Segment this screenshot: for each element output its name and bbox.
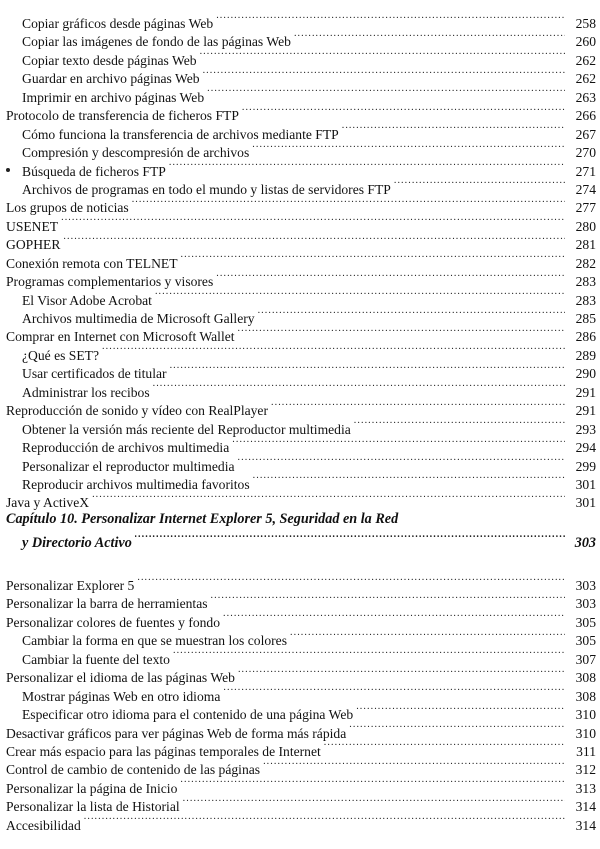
dot-leader (181, 250, 565, 268)
toc-entry-page: 290 (575, 366, 596, 382)
toc-entry-title: Imprimir en archivo páginas Web (22, 89, 205, 105)
dot-leader (216, 10, 565, 28)
dot-leader (173, 646, 565, 664)
toc-entry (6, 10, 596, 31)
toc-entry-title: Mostrar páginas Web en otro idioma (22, 688, 221, 704)
toc-entry-title: Usar certificados de titular (22, 366, 167, 382)
toc-entry-page: 307 (575, 651, 596, 667)
dot-leader (356, 701, 565, 719)
toc-entry-page: 281 (575, 237, 596, 253)
toc-entry-page: 266 (575, 108, 596, 124)
toc-entry-page: 294 (575, 440, 596, 456)
toc-entry-page: 311 (576, 743, 596, 759)
toc-entry-page: 262 (575, 52, 596, 68)
dot-leader (203, 65, 565, 83)
dot-leader (354, 416, 565, 434)
toc-entry-title: El Visor Adobe Acrobat (22, 292, 152, 308)
toc-entry-page: 308 (575, 670, 596, 686)
toc-entry-page: 301 (575, 495, 596, 511)
dot-leader (290, 627, 565, 645)
toc-entry-title: Personalizar la página de Inicio (6, 780, 178, 796)
dot-leader (238, 664, 565, 682)
toc-entry-page: 285 (575, 311, 596, 326)
toc-entry-page: 310 (575, 725, 596, 741)
toc-entry (6, 231, 596, 253)
dot-leader (223, 683, 565, 701)
toc-entry-title: Crear más espacio para las páginas temporales de Internet (6, 743, 321, 759)
toc-entry-title: Búsqueda de ficheros FTP (22, 163, 166, 179)
toc-entry-page: 308 (575, 688, 596, 704)
toc-entry (6, 250, 596, 271)
toc-entry (6, 812, 596, 833)
toc-entry-title: Guardar en archivo páginas Web (22, 71, 200, 87)
toc-entry-page: 305 (575, 633, 596, 649)
toc-entry-page: 282 (575, 255, 596, 271)
dot-leader (342, 121, 565, 139)
toc-entry-page: 277 (575, 200, 596, 216)
toc-entry-title: Java y ActiveX (6, 495, 90, 511)
toc-entry-page: 286 (575, 329, 596, 345)
toc-entry-title: Copiar gráficos desde páginas Web (22, 16, 214, 31)
toc-entry-title: Personalizar colores de fuentes y fondo (6, 614, 221, 630)
chapter-page-number: 303 (574, 535, 596, 551)
toc-entry-page: 258 (575, 16, 596, 31)
chapter-title-line1: Capítulo 10. Personalizar Internet Explorer 5, Seguridad en la Red (6, 511, 399, 527)
dot-leader (324, 738, 565, 756)
dot-leader (232, 434, 565, 452)
dot-leader (238, 453, 565, 471)
toc-entry-title: Reproducción de archivos multimedia (22, 440, 230, 456)
dot-leader (271, 397, 565, 415)
dot-leader (252, 139, 565, 157)
toc-entry-title: ¿Qué es SET? (22, 347, 100, 363)
toc-entry-page: 313 (575, 780, 596, 796)
toc-entry-title: Compresión y descompresión de archivos (22, 145, 250, 161)
toc-entry-title: Personalizar el idioma de las páginas Web (6, 670, 235, 686)
toc-entry-page: 283 (575, 274, 596, 290)
chapter-title-line2-row (6, 529, 596, 553)
dot-leader (394, 176, 565, 194)
dot-leader (102, 342, 565, 360)
toc-entry-title: Cambiar la forma en que se muestran los colores (22, 633, 287, 649)
toc-entry-page: 260 (575, 34, 596, 50)
toc-entry-title: Comprar en Internet con Microsoft Wallet (6, 329, 235, 345)
dot-leader (263, 756, 565, 774)
toc-entry-page: 262 (575, 71, 596, 87)
toc-entry-title: Los grupos de noticias (6, 200, 129, 216)
toc-entry (6, 489, 596, 511)
dot-leader (211, 590, 565, 608)
toc-entry-title: Accesibilidad (6, 817, 81, 833)
dot-leader (253, 471, 565, 489)
toc-entry-title: Obtener la versión más reciente del Reproductor multimedia (22, 421, 351, 437)
dot-leader (349, 720, 565, 738)
dot-leader (242, 102, 565, 120)
dot-leader (63, 231, 565, 249)
dot-leader (153, 379, 565, 397)
dot-leader (84, 812, 565, 830)
dot-leader (200, 47, 565, 65)
dot-leader (183, 793, 565, 811)
toc-entry-page: 283 (575, 292, 596, 308)
toc-entry-page: 270 (575, 145, 596, 161)
toc-entry-title: Cómo funciona la transferencia de archivos mediante FTP (22, 126, 339, 142)
toc-entry-page: 280 (575, 218, 596, 234)
toc-entry-title: Programas complementarios y visores (6, 274, 214, 290)
toc-entry-title: Control de cambio de contenido de las páginas (6, 762, 261, 778)
toc-entry-title: Reproducción de sonido y vídeo con RealPlayer (6, 403, 268, 419)
dot-leader (223, 609, 565, 627)
toc-entry-page: 263 (575, 89, 596, 105)
toc-entry-title: Personalizar el reproductor multimedia (22, 458, 235, 474)
chapter-heading (6, 510, 596, 553)
dot-leader (132, 194, 565, 212)
toc-entry-title: Administrar los recibos (22, 384, 150, 400)
toc-entry-title: Especificar otro idioma para el contenido de una página Web (22, 707, 354, 723)
toc-entry-title: GOPHER (6, 237, 61, 253)
toc-entry-title: Archivos de programas en todo el mundo y listas de servidores FTP (22, 181, 391, 197)
toc-entry-page: 305 (575, 614, 596, 630)
dot-leader (135, 529, 565, 547)
toc-entry-page: 274 (575, 181, 596, 197)
toc-entry-page: 310 (575, 707, 596, 723)
chapter-title-line2: y Directorio Activo (22, 535, 132, 551)
toc-entry-title: Personalizar Explorer 5 (6, 578, 135, 593)
toc-entry-title: Personalizar la barra de herramientas (6, 596, 208, 612)
dot-leader (294, 28, 565, 46)
toc-entry-title: Personalizar la lista de Historial (6, 799, 180, 815)
toc-section-bottom (6, 572, 596, 833)
toc-entry-page: 291 (575, 403, 596, 419)
dot-leader (137, 572, 565, 590)
toc-entry-page: 314 (575, 817, 596, 833)
dot-leader (155, 287, 565, 305)
toc-entry-page: 303 (575, 578, 596, 593)
toc-entry-page: 293 (575, 421, 596, 437)
toc-entry-page: 303 (575, 596, 596, 612)
toc-entry-title: Cambiar la fuente del texto (22, 651, 170, 667)
toc-entry-page: 312 (575, 762, 596, 778)
toc-entry-title: Reproducir archivos multimedia favoritos (22, 476, 250, 492)
dot-leader (258, 305, 565, 323)
toc-entry-page: 291 (575, 384, 596, 400)
dot-leader (170, 360, 565, 378)
toc-entry-title: Protocolo de transferencia de ficheros FTP (6, 108, 239, 124)
toc-entry-title: USENET (6, 218, 59, 234)
dot-leader (216, 268, 565, 286)
toc-entry-page: 299 (575, 458, 596, 474)
toc-entry-page: 267 (575, 126, 596, 142)
dot-leader (92, 489, 565, 507)
toc-entry-page: 289 (575, 347, 596, 363)
dot-leader (238, 323, 565, 341)
toc-entry (6, 213, 596, 234)
toc-section-top (6, 10, 596, 511)
toc-entry-page: 271 (575, 163, 596, 179)
toc-entry-title: Copiar texto desde páginas Web (22, 52, 197, 68)
dot-leader (169, 158, 565, 176)
dot-leader (180, 775, 565, 793)
toc-entry-page: 301 (575, 476, 596, 492)
toc-entry-title: Conexión remota con TELNET (6, 255, 178, 271)
toc-entry-title: Desactivar gráficos para ver páginas Web de forma más rápida (6, 725, 347, 741)
dot-leader (207, 84, 565, 102)
toc-entry-title: Copiar las imágenes de fondo de las páginas Web (22, 34, 291, 50)
dot-leader (61, 213, 565, 231)
toc-entry (6, 572, 596, 593)
toc-entry-page: 314 (575, 799, 596, 815)
toc-entry-title: Archivos multimedia de Microsoft Gallery (22, 311, 255, 326)
